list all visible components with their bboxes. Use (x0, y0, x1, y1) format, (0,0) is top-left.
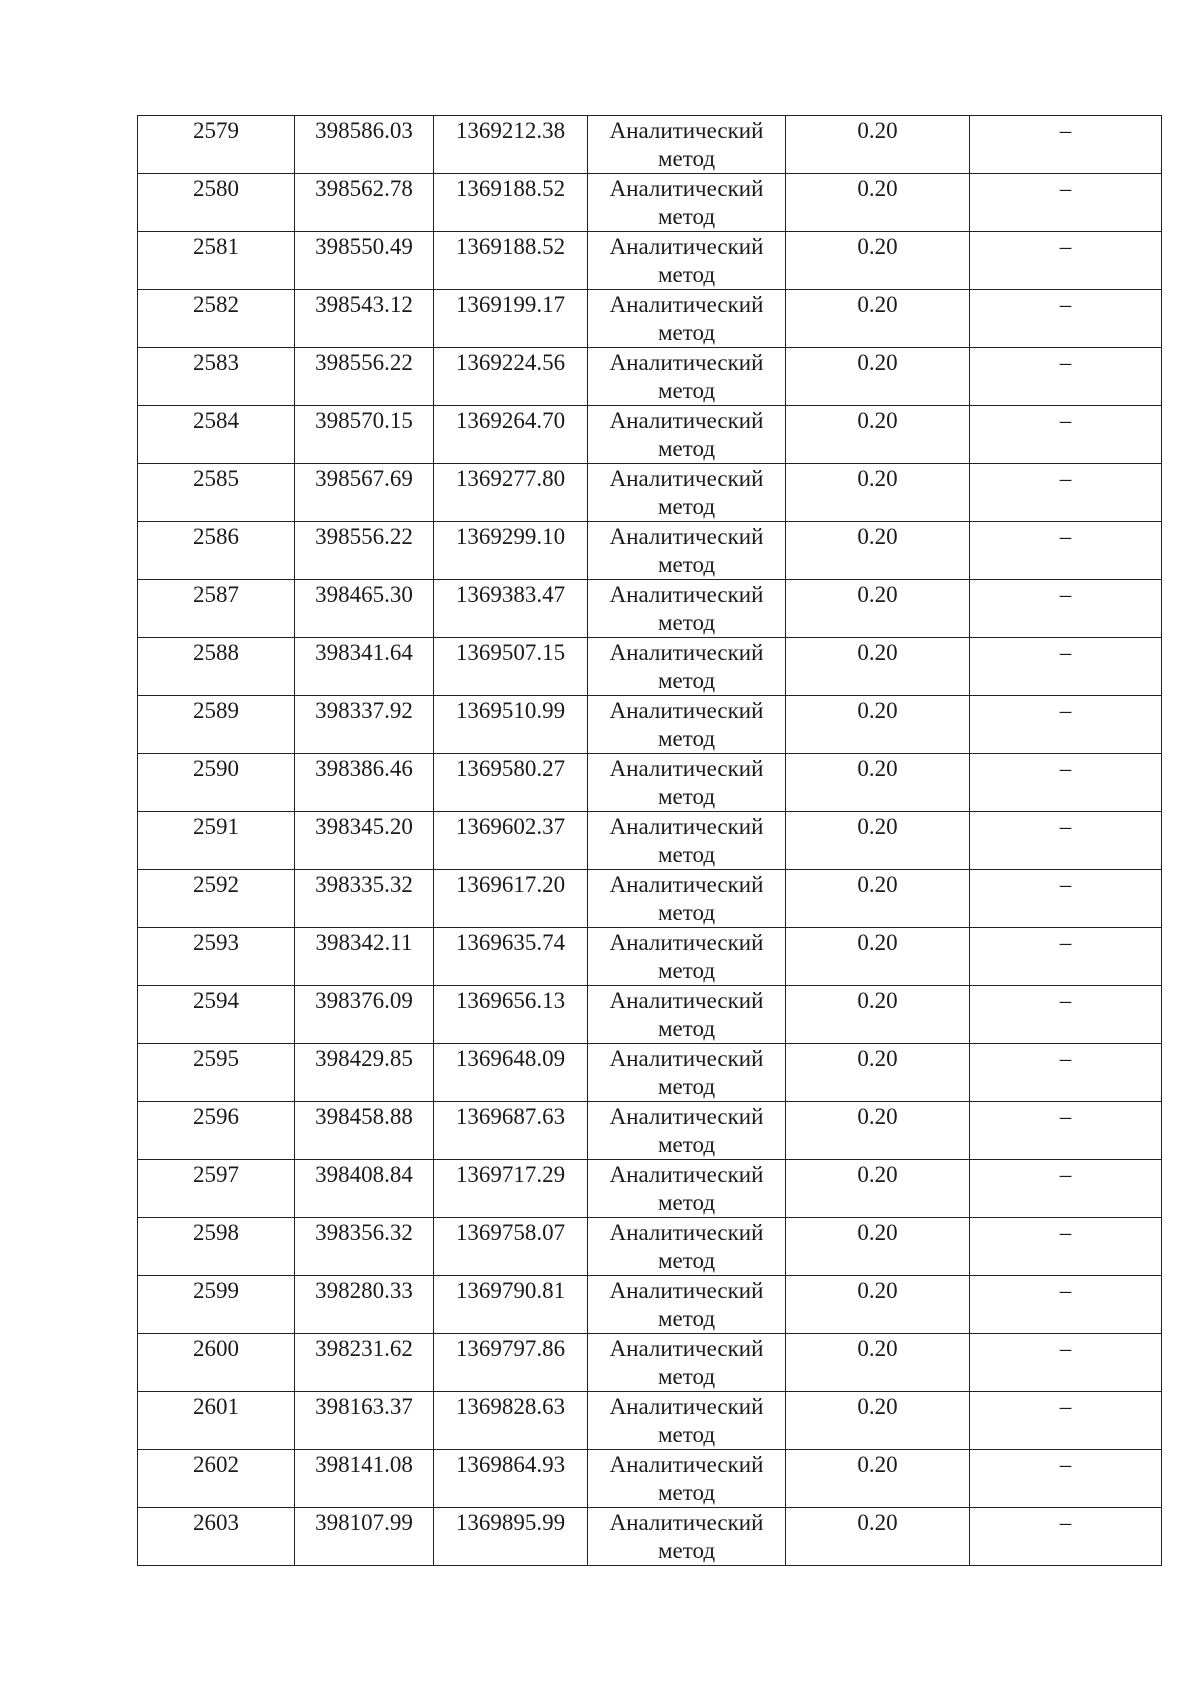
accuracy-cell: 0.20 (786, 1276, 970, 1334)
point-number-cell: 2591 (138, 812, 295, 870)
x-coordinate-cell: 398567.69 (295, 464, 434, 522)
x-coordinate-cell: 398107.99 (295, 1508, 434, 1566)
method-cell (588, 290, 786, 348)
method-cell (588, 1508, 786, 1566)
method-text-line2: метод (657, 1480, 716, 1505)
method-text-line1: Аналитический (609, 872, 764, 897)
y-coordinate-cell: 1369797.86 (434, 1334, 588, 1392)
x-coordinate-cell: 398280.33 (295, 1276, 434, 1334)
method-cell (588, 696, 786, 754)
x-coordinate-cell: 398345.20 (295, 812, 434, 870)
x-coordinate-cell: 398550.49 (295, 232, 434, 290)
method-text-line2: метод (657, 552, 716, 577)
table-row (138, 1334, 1162, 1392)
method-cell (588, 754, 786, 812)
point-number-cell: 2585 (138, 464, 295, 522)
method-text-line1: Аналитический (609, 1278, 764, 1303)
y-coordinate-cell: 1369687.63 (434, 1102, 588, 1160)
note-cell: – (970, 1334, 1162, 1392)
accuracy-cell: 0.20 (786, 928, 970, 986)
point-number-cell: 2593 (138, 928, 295, 986)
y-coordinate-cell: 1369580.27 (434, 754, 588, 812)
point-number-cell: 2586 (138, 522, 295, 580)
y-coordinate-cell: 1369617.20 (434, 870, 588, 928)
table-row (138, 1044, 1162, 1102)
y-coordinate-cell: 1369277.80 (434, 464, 588, 522)
method-text-line2: метод (657, 378, 716, 403)
y-coordinate-cell: 1369717.29 (434, 1160, 588, 1218)
method-cell (588, 406, 786, 464)
x-coordinate-cell: 398386.46 (295, 754, 434, 812)
table-row (138, 464, 1162, 522)
method-text-line2: метод (657, 1306, 716, 1331)
accuracy-cell: 0.20 (786, 1334, 970, 1392)
point-number-cell: 2597 (138, 1160, 295, 1218)
y-coordinate-cell: 1369656.13 (434, 986, 588, 1044)
y-coordinate-cell: 1369758.07 (434, 1218, 588, 1276)
method-cell (588, 1450, 786, 1508)
point-number-cell: 2599 (138, 1276, 295, 1334)
x-coordinate-cell: 398408.84 (295, 1160, 434, 1218)
x-coordinate-cell: 398429.85 (295, 1044, 434, 1102)
y-coordinate-cell: 1369383.47 (434, 580, 588, 638)
point-number-cell: 2594 (138, 986, 295, 1044)
x-coordinate-cell: 398341.64 (295, 638, 434, 696)
accuracy-cell: 0.20 (786, 1392, 970, 1450)
y-coordinate-cell: 1369602.37 (434, 812, 588, 870)
accuracy-cell: 0.20 (786, 348, 970, 406)
y-coordinate-cell: 1369828.63 (434, 1392, 588, 1450)
point-number-cell: 2580 (138, 174, 295, 232)
coordinates-table (137, 115, 1162, 1566)
method-cell (588, 1334, 786, 1392)
note-cell: – (970, 580, 1162, 638)
method-text-line1: Аналитический (609, 930, 764, 955)
method-cell (588, 116, 786, 174)
method-text-line2: метод (657, 842, 716, 867)
method-text-line1: Аналитический (609, 1510, 764, 1535)
point-number-cell: 2589 (138, 696, 295, 754)
table-row (138, 696, 1162, 754)
accuracy-cell: 0.20 (786, 522, 970, 580)
accuracy-cell: 0.20 (786, 232, 970, 290)
x-coordinate-cell: 398543.12 (295, 290, 434, 348)
table-row (138, 928, 1162, 986)
x-coordinate-cell: 398556.22 (295, 348, 434, 406)
note-cell: – (970, 174, 1162, 232)
note-cell: – (970, 1102, 1162, 1160)
x-coordinate-cell: 398141.08 (295, 1450, 434, 1508)
accuracy-cell: 0.20 (786, 696, 970, 754)
accuracy-cell: 0.20 (786, 1102, 970, 1160)
y-coordinate-cell: 1369895.99 (434, 1508, 588, 1566)
method-text-line1: Аналитический (609, 756, 764, 781)
y-coordinate-cell: 1369299.10 (434, 522, 588, 580)
point-number-cell: 2596 (138, 1102, 295, 1160)
table-row (138, 1276, 1162, 1334)
accuracy-cell: 0.20 (786, 580, 970, 638)
method-text-line1: Аналитический (609, 1452, 764, 1477)
accuracy-cell: 0.20 (786, 290, 970, 348)
point-number-cell: 2595 (138, 1044, 295, 1102)
table-row (138, 522, 1162, 580)
y-coordinate-cell: 1369864.93 (434, 1450, 588, 1508)
y-coordinate-cell: 1369510.99 (434, 696, 588, 754)
method-text-line2: метод (657, 320, 716, 345)
note-cell: – (970, 638, 1162, 696)
note-cell: – (970, 522, 1162, 580)
method-text-line2: метод (657, 204, 716, 229)
accuracy-cell: 0.20 (786, 1508, 970, 1566)
method-cell (588, 1218, 786, 1276)
point-number-cell: 2584 (138, 406, 295, 464)
y-coordinate-cell: 1369224.56 (434, 348, 588, 406)
method-text-line2: метод (657, 494, 716, 519)
method-text-line2: метод (657, 1422, 716, 1447)
method-cell (588, 464, 786, 522)
method-text-line2: метод (657, 1248, 716, 1273)
table-row (138, 812, 1162, 870)
y-coordinate-cell: 1369648.09 (434, 1044, 588, 1102)
point-number-cell: 2602 (138, 1450, 295, 1508)
table-row (138, 986, 1162, 1044)
method-text-line2: метод (657, 610, 716, 635)
method-text-line1: Аналитический (609, 1336, 764, 1361)
method-text-line2: метод (657, 1190, 716, 1215)
note-cell: – (970, 870, 1162, 928)
method-cell (588, 580, 786, 638)
point-number-cell: 2582 (138, 290, 295, 348)
x-coordinate-cell: 398356.32 (295, 1218, 434, 1276)
method-text-line1: Аналитический (609, 292, 764, 317)
point-number-cell: 2598 (138, 1218, 295, 1276)
method-cell (588, 1392, 786, 1450)
method-cell (588, 232, 786, 290)
method-text-line2: метод (657, 1364, 716, 1389)
table-row (138, 870, 1162, 928)
table-row (138, 1160, 1162, 1218)
accuracy-cell: 0.20 (786, 754, 970, 812)
accuracy-cell: 0.20 (786, 1160, 970, 1218)
coordinates-table-body (138, 116, 1162, 1566)
y-coordinate-cell: 1369790.81 (434, 1276, 588, 1334)
method-cell (588, 812, 786, 870)
method-text-line1: Аналитический (609, 988, 764, 1013)
method-text-line1: Аналитический (609, 1162, 764, 1187)
method-cell (588, 928, 786, 986)
point-number-cell: 2600 (138, 1334, 295, 1392)
method-cell (588, 174, 786, 232)
method-text-line1: Аналитический (609, 698, 764, 723)
note-cell: – (970, 290, 1162, 348)
method-cell (588, 348, 786, 406)
method-text-line1: Аналитический (609, 582, 764, 607)
method-text-line1: Аналитический (609, 524, 764, 549)
point-number-cell: 2581 (138, 232, 295, 290)
method-text-line1: Аналитический (609, 408, 764, 433)
accuracy-cell: 0.20 (786, 1218, 970, 1276)
method-cell (588, 638, 786, 696)
note-cell: – (970, 348, 1162, 406)
accuracy-cell: 0.20 (786, 406, 970, 464)
y-coordinate-cell: 1369264.70 (434, 406, 588, 464)
method-text-line2: метод (657, 958, 716, 983)
y-coordinate-cell: 1369507.15 (434, 638, 588, 696)
x-coordinate-cell: 398342.11 (295, 928, 434, 986)
note-cell: – (970, 1044, 1162, 1102)
note-cell: – (970, 116, 1162, 174)
method-text-line1: Аналитический (609, 118, 764, 143)
x-coordinate-cell: 398337.92 (295, 696, 434, 754)
table-row (138, 754, 1162, 812)
table-row (138, 1508, 1162, 1566)
method-text-line2: метод (657, 1016, 716, 1041)
method-text-line1: Аналитический (609, 350, 764, 375)
accuracy-cell: 0.20 (786, 464, 970, 522)
x-coordinate-cell: 398458.88 (295, 1102, 434, 1160)
accuracy-cell: 0.20 (786, 1450, 970, 1508)
method-text-line1: Аналитический (609, 176, 764, 201)
method-cell (588, 986, 786, 1044)
accuracy-cell: 0.20 (786, 812, 970, 870)
table-row (138, 348, 1162, 406)
note-cell: – (970, 1276, 1162, 1334)
x-coordinate-cell: 398570.15 (295, 406, 434, 464)
x-coordinate-cell: 398231.62 (295, 1334, 434, 1392)
method-text-line1: Аналитический (609, 1220, 764, 1245)
point-number-cell: 2579 (138, 116, 295, 174)
y-coordinate-cell: 1369188.52 (434, 174, 588, 232)
table-row (138, 290, 1162, 348)
point-number-cell: 2588 (138, 638, 295, 696)
accuracy-cell: 0.20 (786, 638, 970, 696)
method-text-line2: метод (657, 784, 716, 809)
note-cell: – (970, 754, 1162, 812)
accuracy-cell: 0.20 (786, 174, 970, 232)
table-row (138, 638, 1162, 696)
table-row (138, 406, 1162, 464)
accuracy-cell: 0.20 (786, 116, 970, 174)
note-cell: – (970, 1450, 1162, 1508)
x-coordinate-cell: 398163.37 (295, 1392, 434, 1450)
method-text-line2: метод (657, 262, 716, 287)
method-text-line2: метод (657, 146, 716, 171)
accuracy-cell: 0.20 (786, 1044, 970, 1102)
table-row (138, 232, 1162, 290)
note-cell: – (970, 232, 1162, 290)
point-number-cell: 2587 (138, 580, 295, 638)
method-text-line2: метод (657, 900, 716, 925)
method-text-line1: Аналитический (609, 814, 764, 839)
accuracy-cell: 0.20 (786, 986, 970, 1044)
x-coordinate-cell: 398562.78 (295, 174, 434, 232)
x-coordinate-cell: 398335.32 (295, 870, 434, 928)
note-cell: – (970, 1218, 1162, 1276)
point-number-cell: 2592 (138, 870, 295, 928)
note-cell: – (970, 406, 1162, 464)
method-text-line1: Аналитический (609, 640, 764, 665)
note-cell: – (970, 1160, 1162, 1218)
x-coordinate-cell: 398556.22 (295, 522, 434, 580)
x-coordinate-cell: 398586.03 (295, 116, 434, 174)
method-text-line1: Аналитический (609, 234, 764, 259)
table-row (138, 1218, 1162, 1276)
point-number-cell: 2603 (138, 1508, 295, 1566)
method-cell (588, 870, 786, 928)
method-text-line2: метод (657, 1074, 716, 1099)
table-row (138, 1102, 1162, 1160)
note-cell: – (970, 812, 1162, 870)
note-cell: – (970, 1508, 1162, 1566)
table-row (138, 116, 1162, 174)
note-cell: – (970, 1392, 1162, 1450)
method-cell (588, 1102, 786, 1160)
method-cell (588, 1160, 786, 1218)
table-row (138, 1450, 1162, 1508)
note-cell: – (970, 464, 1162, 522)
table-row (138, 174, 1162, 232)
table-row (138, 1392, 1162, 1450)
note-cell: – (970, 696, 1162, 754)
method-text-line1: Аналитический (609, 466, 764, 491)
method-cell (588, 1044, 786, 1102)
x-coordinate-cell: 398376.09 (295, 986, 434, 1044)
y-coordinate-cell: 1369199.17 (434, 290, 588, 348)
point-number-cell: 2583 (138, 348, 295, 406)
method-text-line1: Аналитический (609, 1046, 764, 1071)
point-number-cell: 2601 (138, 1392, 295, 1450)
point-number-cell: 2590 (138, 754, 295, 812)
y-coordinate-cell: 1369188.52 (434, 232, 588, 290)
note-cell: – (970, 986, 1162, 1044)
method-text-line1: Аналитический (609, 1394, 764, 1419)
method-text-line2: метод (657, 1538, 716, 1563)
method-text-line2: метод (657, 436, 716, 461)
note-cell: – (970, 928, 1162, 986)
accuracy-cell: 0.20 (786, 870, 970, 928)
table-row (138, 580, 1162, 638)
y-coordinate-cell: 1369635.74 (434, 928, 588, 986)
method-cell (588, 522, 786, 580)
method-text-line2: метод (657, 668, 716, 693)
method-text-line2: метод (657, 1132, 716, 1157)
method-text-line1: Аналитический (609, 1104, 764, 1129)
y-coordinate-cell: 1369212.38 (434, 116, 588, 174)
method-cell (588, 1276, 786, 1334)
x-coordinate-cell: 398465.30 (295, 580, 434, 638)
method-text-line2: метод (657, 726, 716, 751)
